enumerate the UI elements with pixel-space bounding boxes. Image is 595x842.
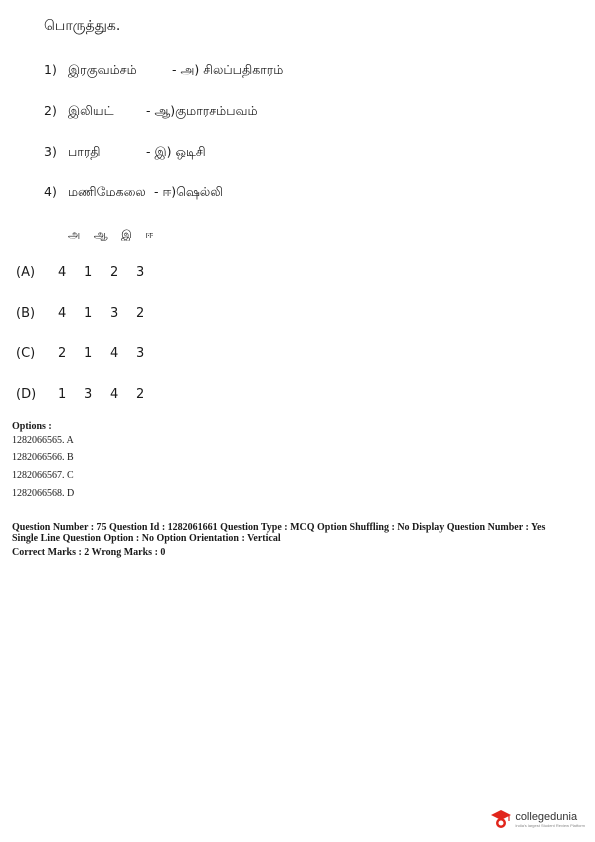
question-meta-line1: Question Number : 75 Question Id : 1282061661 Question Type : MCQ Option Shuffling : No Display Question Number : Yes bbox=[12, 522, 546, 533]
match-pair-3 bbox=[44, 144, 206, 161]
pair-right: - ஆ)குமாரசம்பவம் bbox=[145, 103, 258, 118]
question-meta-line3: Correct Marks : 2 Wrong Marks : 0 bbox=[12, 547, 166, 558]
pair-left: இரகுவம்சம் bbox=[67, 62, 137, 77]
column-header: இ bbox=[121, 228, 132, 241]
choice-label: (D) bbox=[16, 387, 37, 402]
option-id-2: 1282066566. B bbox=[12, 452, 74, 463]
choice-value: 1 bbox=[84, 306, 93, 321]
question-meta-line2: Single Line Question Option : No Option Orientation : Vertical bbox=[12, 533, 281, 544]
choice-value: 3 bbox=[136, 265, 145, 280]
choice-label: (A) bbox=[16, 265, 36, 280]
pair-left: மணிமேகலை bbox=[67, 184, 146, 199]
choice-value: 1 bbox=[84, 265, 93, 280]
choice-value: 2 bbox=[136, 306, 145, 321]
choice-value: 3 bbox=[110, 306, 119, 321]
choice-value: 2 bbox=[136, 387, 145, 402]
choice-label: (B) bbox=[16, 306, 36, 321]
graduate-icon bbox=[490, 808, 512, 830]
pair-number: 3) bbox=[44, 144, 57, 159]
match-pair-2 bbox=[44, 103, 258, 120]
choice-value: 2 bbox=[110, 265, 119, 280]
pair-right: - அ) சிலப்பதிகாரம் bbox=[171, 62, 284, 77]
choice-label: (C) bbox=[16, 346, 36, 361]
option-id-3: 1282066567. C bbox=[12, 470, 74, 481]
pair-left: பாரதி bbox=[67, 144, 101, 159]
choice-value: 2 bbox=[58, 346, 67, 361]
logo-name: collegedunia bbox=[515, 810, 578, 823]
options-heading: Options : bbox=[12, 421, 52, 432]
question-title: பொருத்துக. bbox=[44, 18, 121, 34]
pair-number: 2) bbox=[44, 103, 57, 118]
column-header: அ bbox=[68, 228, 81, 241]
choice-value: 3 bbox=[136, 346, 145, 361]
column-headers bbox=[68, 228, 163, 243]
choice-a bbox=[16, 265, 162, 280]
pair-number: 1) bbox=[44, 62, 57, 77]
choice-value: 1 bbox=[58, 387, 67, 402]
pair-left: இலியட் bbox=[67, 103, 114, 118]
option-id-1: 1282066565. A bbox=[12, 435, 74, 446]
choice-value: 4 bbox=[58, 306, 67, 321]
choice-c bbox=[16, 346, 162, 361]
option-id-4: 1282066568. D bbox=[12, 488, 75, 499]
choice-value: 4 bbox=[110, 346, 119, 361]
choice-value: 4 bbox=[58, 265, 67, 280]
logo-tagline: India's largest Student Review Platform bbox=[515, 822, 585, 828]
choice-d bbox=[16, 387, 162, 402]
column-header: ஆ bbox=[93, 228, 108, 241]
choice-value: 3 bbox=[84, 387, 93, 402]
choice-value: 4 bbox=[110, 387, 119, 402]
match-pair-4 bbox=[44, 184, 223, 201]
choice-value: 1 bbox=[84, 346, 93, 361]
collegedunia-logo bbox=[490, 808, 585, 830]
pair-number: 4) bbox=[44, 184, 57, 199]
column-header: ஈ bbox=[145, 228, 154, 241]
match-pair-1 bbox=[44, 62, 283, 79]
choice-b bbox=[16, 306, 162, 321]
pair-right: - இ) ஒடிசி bbox=[145, 144, 206, 159]
pair-right: - ஈ)ஷெல்லி bbox=[153, 184, 223, 199]
